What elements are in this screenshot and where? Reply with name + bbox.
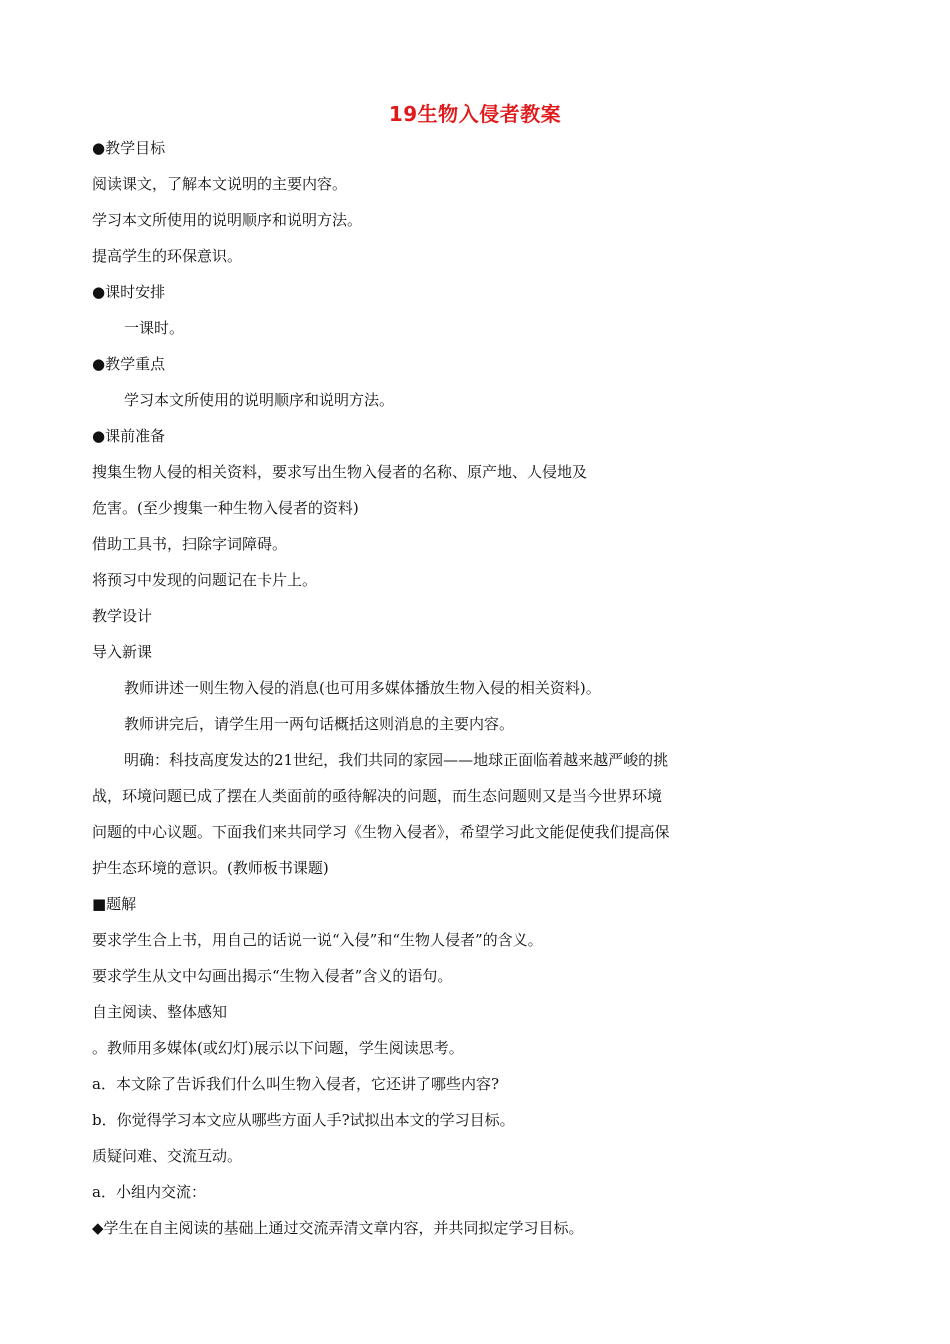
section-heading-discussion: 质疑问难、交流互动。 (92, 1147, 243, 1165)
paragraph: 将预习中发现的问题记在卡片上。 (92, 571, 318, 589)
section-heading-intro: 导入新课 (92, 643, 153, 661)
paragraph: 危害。(至少搜集一种生物入侵者的资料) (92, 499, 359, 517)
paragraph: 明确：科技高度发达的21世纪，我们共同的家园——地球正面临着越来越严峻的挑 (124, 751, 669, 769)
question-b: b．你觉得学习本文应从哪些方面人手?试拟出本文的学习目标。 (92, 1111, 515, 1129)
section-heading-schedule: ●课时安排 (92, 283, 166, 301)
paragraph: 护生态环境的意识。(教师板书课题) (92, 859, 329, 877)
paragraph: 教师讲完后，请学生用一两句话概括这则消息的主要内容。 (124, 715, 515, 733)
paragraph: 一课时。 (124, 319, 185, 337)
paragraph: 学习本文所使用的说明顺序和说明方法。 (124, 391, 395, 409)
paragraph: 问题的中心议题。下面我们来共同学习《生物入侵者》，希望学习此文能促使我们提高保 (92, 823, 670, 841)
paragraph: 借助工具书，扫除字词障碍。 (92, 535, 288, 553)
section-heading-explanation: ■题解 (92, 895, 137, 913)
section-heading-reading: 自主阅读、整体感知 (92, 1003, 228, 1021)
section-heading-key-points: ●教学重点 (92, 355, 166, 373)
paragraph: 学习本文所使用的说明顺序和说明方法。 (92, 211, 363, 229)
paragraph: ◆学生在自主阅读的基础上通过交流弄清文章内容，并共同拟定学习目标。 (92, 1219, 584, 1237)
paragraph: 战，环境问题已成了摆在人类面前的亟待解决的问题，而生态问题则又是当今世界环境 (92, 787, 663, 805)
section-heading-preparation: ●课前准备 (92, 427, 166, 445)
paragraph: a．小组内交流： (92, 1183, 206, 1201)
paragraph: 搜集生物人侵的相关资料，要求写出生物入侵者的名称、原产地、人侵地及 (92, 463, 588, 481)
paragraph: 要求学生从文中勾画出揭示“生物入侵者”含义的语句。 (92, 967, 453, 985)
paragraph: 提高学生的环保意识。 (92, 247, 243, 265)
paragraph: 要求学生合上书，用自己的话说一说“入侵”和“生物人侵者”的含义。 (92, 931, 543, 949)
document-title: 19生物入侵者教案 (388, 102, 562, 126)
paragraph: 阅读课文，了解本文说明的主要内容。 (92, 175, 348, 193)
section-heading-design: 教学设计 (92, 607, 153, 625)
question-a: a．本文除了告诉我们什么叫生物入侵者，它还讲了哪些内容? (92, 1075, 499, 1093)
paragraph: 教师讲述一则生物入侵的消息(也可用多媒体播放生物入侵的相关资料)。 (124, 679, 601, 697)
section-heading-objectives: ●教学目标 (92, 139, 166, 157)
paragraph: 。教师用多媒体(或幻灯)展示以下问题，学生阅读思考。 (92, 1039, 464, 1057)
